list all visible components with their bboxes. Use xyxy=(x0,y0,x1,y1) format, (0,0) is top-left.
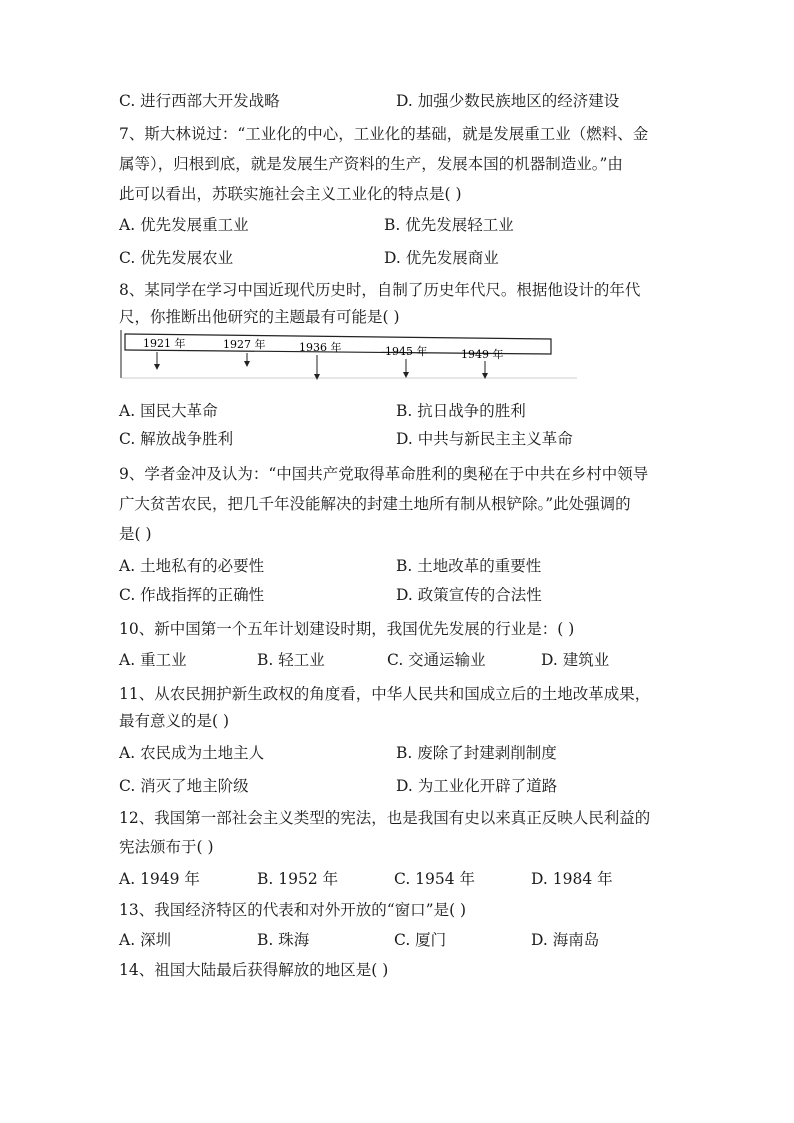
q7-option-d: D. 优先发展商业 xyxy=(384,249,499,267)
timeline-ruler xyxy=(119,322,581,380)
q7-line-3: 此可以看出，苏联实施社会主义工业化的特点是( ) xyxy=(119,185,462,203)
timeline-label-1927: 1927 年 xyxy=(223,338,266,351)
q9-option-c: C. 作战指挥的正确性 xyxy=(119,586,265,604)
q13-option-d: D. 海南岛 xyxy=(531,931,600,949)
q7-line-2: 属等），归根到底，就是发展生产资料的生产，发展本国的机器制造业。”由 xyxy=(119,155,623,173)
timeline-arrow-1945-head xyxy=(403,372,409,378)
timeline-label-1945: 1945 年 xyxy=(385,345,428,358)
q12-line-2: 宪法颁布于( ) xyxy=(119,838,214,856)
timeline-label-1921: 1921 年 xyxy=(143,337,186,350)
q10-option-d: D. 建筑业 xyxy=(541,651,610,669)
q8-option-d: D. 中共与新民主主义革命 xyxy=(396,430,573,448)
q8-line-2: 尺，你推断出他研究的主题最有可能是( ) xyxy=(119,308,400,326)
q12-option-d: D. 1984 年 xyxy=(531,870,613,888)
q8-line-1: 8、某同学在学习中国近现代历史时，自制了历史年代尺。根据他设计的年代 xyxy=(119,281,641,299)
q11-option-c: C. 消灭了地主阶级 xyxy=(119,777,249,795)
q6-option-c: C. 进行西部大开发战略 xyxy=(119,92,280,110)
q11-line-2: 最有意义的是( ) xyxy=(119,712,230,730)
q11-option-d: D. 为工业化开辟了道路 xyxy=(396,777,558,795)
q13-option-a: A. 深圳 xyxy=(119,931,172,949)
timeline-arrow-1921-head xyxy=(154,364,160,370)
q10-option-a: A. 重工业 xyxy=(119,651,187,669)
q12-line-1: 12、我国第一部社会主义类型的宪法，也是我国有史以来真正反映人民利益的 xyxy=(119,809,651,827)
q8-option-a: A. 国民大革命 xyxy=(119,402,218,420)
q7-option-a: A. 优先发展重工业 xyxy=(119,216,249,234)
q11-option-b: B. 废除了封建剥削制度 xyxy=(396,744,557,762)
q9-line-1: 9、学者金冲及认为：“中国共产党取得革命胜利的奥秘在于中共在乡村中领导 xyxy=(119,465,649,483)
q9-line-3: 是( ) xyxy=(119,525,152,543)
q9-line-2: 广大贫苦农民，把几千年没能解决的封建土地所有制从根铲除。”此处强调的 xyxy=(119,495,631,513)
q12-option-c: C. 1954 年 xyxy=(394,870,476,888)
q8-option-c: C. 解放战争胜利 xyxy=(119,430,234,448)
q7-line-1: 7、斯大林说过：“工业化的中心，工业化的基础，就是发展重工业（燃料、金 xyxy=(119,125,649,143)
q9-option-b: B. 土地改革的重要性 xyxy=(396,557,542,575)
q7-option-c: C. 优先发展农业 xyxy=(119,249,234,267)
q10-option-c: C. 交通运输业 xyxy=(387,651,486,669)
q13-option-c: C. 厦门 xyxy=(394,931,447,949)
q13-option-b: B. 珠海 xyxy=(257,931,310,949)
timeline-arrow-1927-head xyxy=(244,361,250,367)
timeline-arrow-1936-head xyxy=(314,374,320,380)
q11-option-a: A. 农民成为土地主人 xyxy=(119,744,265,762)
q9-option-a: A. 土地私有的必要性 xyxy=(119,557,265,575)
q12-option-a: A. 1949 年 xyxy=(119,870,200,888)
q9-option-d: D. 政策宣传的合法性 xyxy=(396,586,542,604)
q13-line-1: 13、我国经济特区的代表和对外开放的“窗口”是( ) xyxy=(119,901,467,919)
q7-option-b: B. 优先发展轻工业 xyxy=(384,216,514,234)
timeline-label-1949: 1949 年 xyxy=(461,348,504,361)
q14-line-1: 14、祖国大陆最后获得解放的地区是( ) xyxy=(119,961,389,979)
q10-line-1: 10、新中国第一个五年计划建设时期，我国优先发展的行业是：( ) xyxy=(119,620,575,638)
timeline-label-1936: 1936 年 xyxy=(299,341,342,354)
q6-option-d: D. 加强少数民族地区的经济建设 xyxy=(396,92,620,110)
q11-line-1: 11、从农民拥护新生政权的角度看，中华人民共和国成立后的土地改革成果， xyxy=(119,685,651,703)
q8-option-b: B. 抗日战争的胜利 xyxy=(396,402,526,420)
q10-option-b: B. 轻工业 xyxy=(257,651,325,669)
q12-option-b: B. 1952 年 xyxy=(257,870,339,888)
